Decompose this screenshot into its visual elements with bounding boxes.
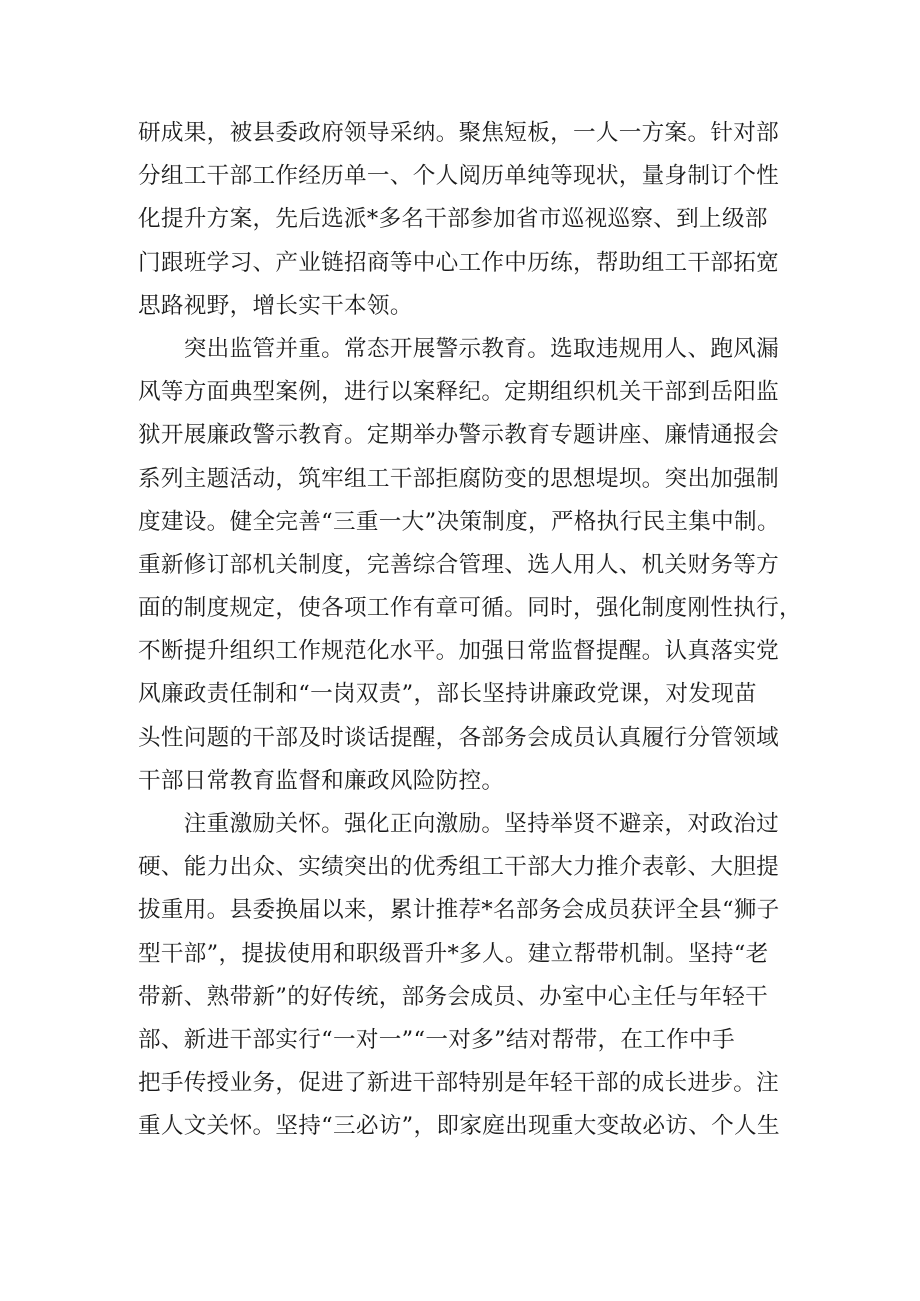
text-line: 分组工干部工作经历单一、个人阅历单纯等现状，量身制订个性 xyxy=(138,163,780,190)
text-line: 干部日常教育监督和廉政风险防控。 xyxy=(138,767,505,794)
text-line: 拔重用。县委换届以来，累计推荐*名部务会成员获评全县“狮子 xyxy=(138,897,780,924)
text-line: 门跟班学习、产业链招商等中心工作中历练，帮助组工干部拓宽 xyxy=(138,249,780,276)
text-line: 带新、熟带新”的好传统，部务会成员、办室中心主任与年轻干 xyxy=(138,983,768,1010)
text-line: 把手传授业务，促进了新进干部特别是年轻干部的成长进步。注 xyxy=(138,1070,780,1097)
text-line: 思路视野，增长实干本领。 xyxy=(138,292,413,319)
text-line: 头性问题的干部及时谈话提醒，各部务会成员认真履行分管领域 xyxy=(138,724,780,751)
text-line: 型干部”，提拔使用和职级晋升*多人。建立帮带机制。坚持“老 xyxy=(138,940,769,967)
text-line: 不断提升组织工作规范化水平。加强日常监督提醒。认真落实党 xyxy=(138,638,780,665)
text-line: 风等方面典型案例，进行以案释纪。定期组织机关干部到岳阳监 xyxy=(138,379,780,406)
text-line: 部、新进干部实行“一对一”“一对多”结对帮带，在工作中手 xyxy=(138,1026,735,1053)
text-line: 突出监管并重。常态开展警示教育。选取违规用人、跑风漏 xyxy=(138,335,780,362)
text-line: 狱开展廉政警示教育。定期举办警示教育专题讲座、廉情通报会 xyxy=(138,422,780,449)
text-line: 重人文关怀。坚持“三必访”，即家庭出现重大变故必访、个人生 xyxy=(138,1113,780,1140)
text-line: 硬、能力出众、实绩突出的优秀组工干部大力推介表彰、大胆提 xyxy=(138,854,780,881)
text-line: 面的制度规定，使各项工作有章可循。同时，强化制度刚性执行， xyxy=(138,595,802,622)
document-body xyxy=(138,112,802,1149)
text-line: 度建设。健全完善“三重一大”决策制度，严格执行民主集中制。 xyxy=(138,508,780,535)
text-line: 风廉政责任制和“一岗双责”，部长坚持讲廉政党课，对发现苗 xyxy=(138,681,757,708)
text-line: 重新修订部机关制度，完善综合管理、选人用人、机关财务等方 xyxy=(138,551,780,578)
text-line: 研成果，被县委政府领导采纳。聚焦短板，一人一方案。针对部 xyxy=(138,120,780,146)
text-line: 化提升方案，先后选派*多名干部参加省市巡视巡察、到上级部 xyxy=(138,206,768,233)
text-line: 系列主题活动，筑牢组工干部拒腐防变的思想堤坝。突出加强制 xyxy=(138,465,780,492)
text-line: 注重激励关怀。强化正向激励。坚持举贤不避亲，对政治过 xyxy=(138,811,780,837)
